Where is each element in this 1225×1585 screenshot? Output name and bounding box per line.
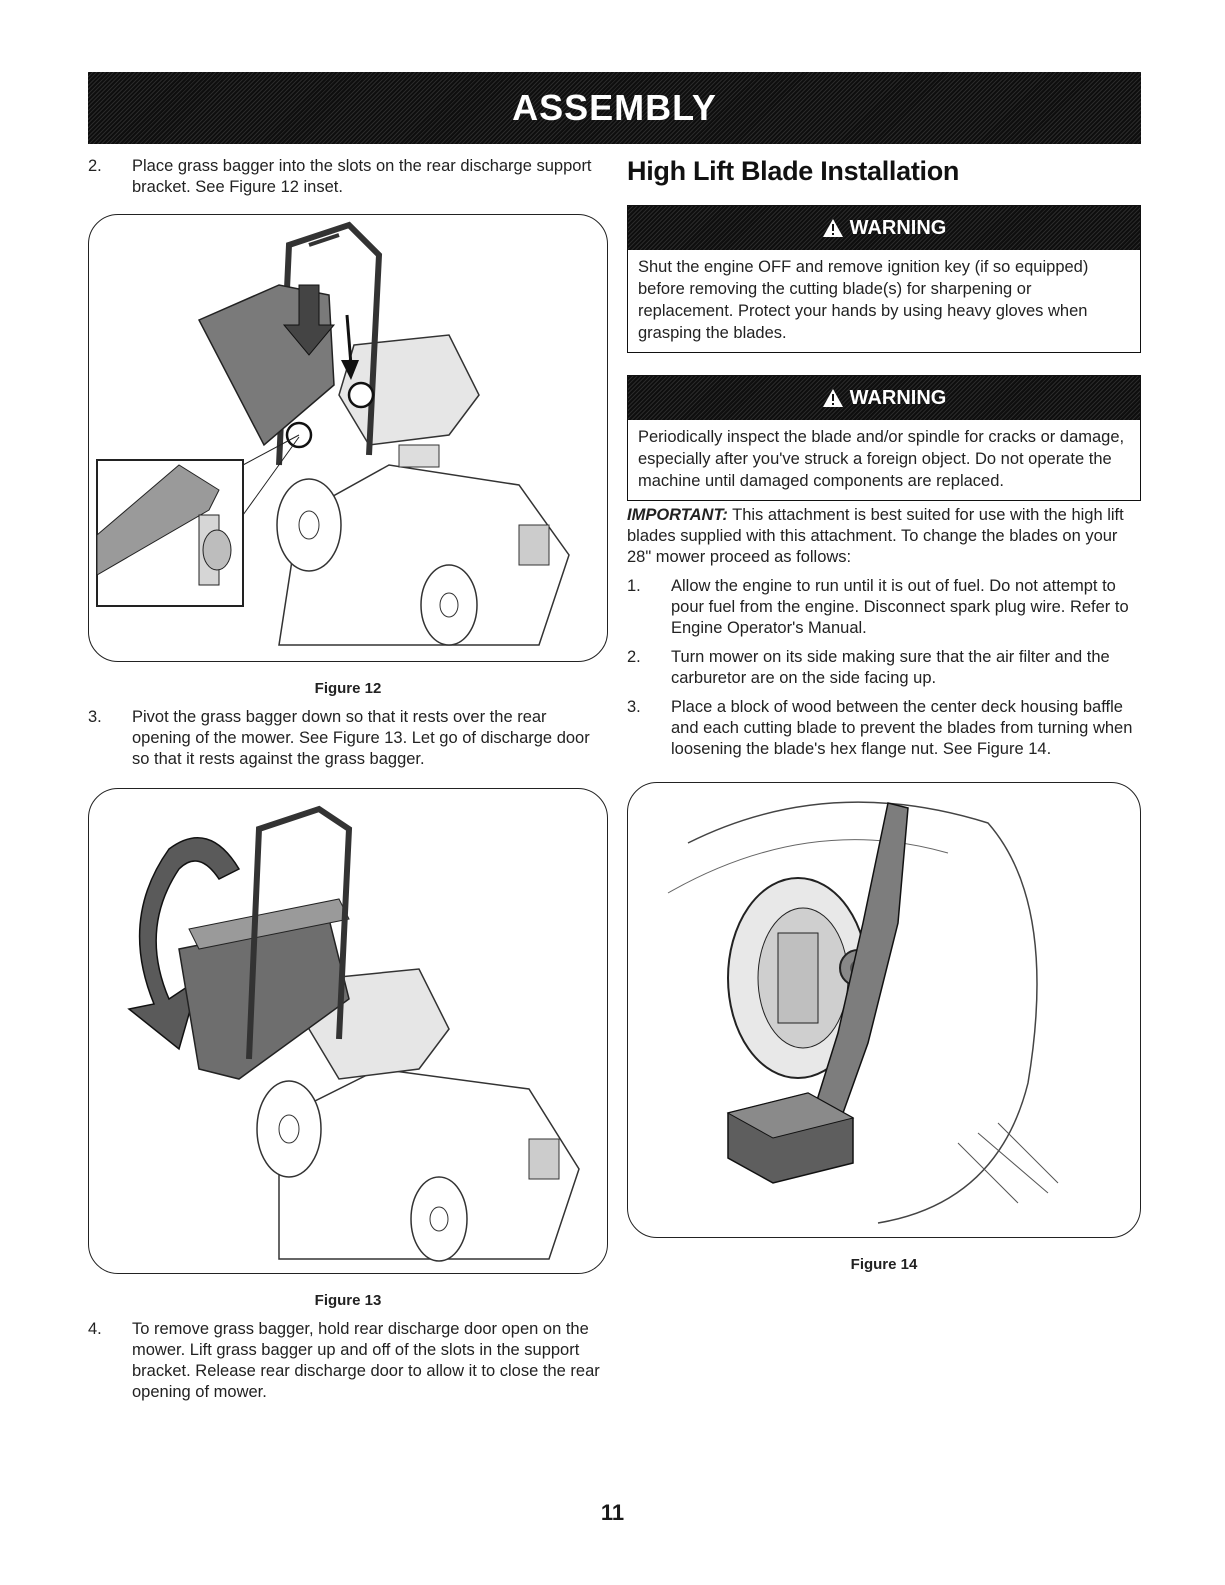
page-number: 11 bbox=[600, 1500, 625, 1525]
blade-step-1: 1. Allow the engine to run until it is out of fuel. Do not attempt to pour fuel from the engine. Disconnect spark plug wire. Refer to Engine Operator's Manual. bbox=[627, 577, 1129, 637]
left-column bbox=[88, 156, 608, 1403]
figure-13-illustration bbox=[89, 789, 607, 1273]
figure-13 bbox=[88, 788, 608, 1274]
section-title: High Lift Blade Installation bbox=[627, 156, 960, 186]
figure-12-caption: Figure 12 bbox=[314, 680, 382, 697]
step-3: 3. Pivot the grass bagger down so that it rests over the rear opening of the mower. See Figure 13. Let go of discharge door so that it rests against the grass bagger. bbox=[88, 708, 590, 768]
warning-triangle-icon bbox=[822, 218, 844, 238]
section-banner bbox=[88, 72, 1141, 144]
figure-12 bbox=[88, 214, 608, 662]
step-2: 2. Place grass bagger into the slots on the rear discharge support bracket. See Figure 12 inset. bbox=[88, 157, 592, 196]
warning-header-1: WARNING bbox=[628, 206, 1140, 250]
figure-14 bbox=[627, 782, 1141, 1238]
figure-12-illustration bbox=[89, 215, 607, 661]
figure-14-caption: Figure 14 bbox=[850, 1256, 918, 1273]
step-4: 4. To remove grass bagger, hold rear discharge door open on the mower. Lift grass bagger up and off of the slots in the support bracket. Release rear discharge door to allow it to close the rear opening of mower. bbox=[88, 1320, 600, 1401]
important-note: IMPORTANT: This attachment is best suited for use with the high lift blades supplied with this attachment. To change the blades on your 28" mower proceed as follows: bbox=[627, 506, 1124, 566]
blade-step-2: 2. Turn mower on its side making sure that the air filter and the carburetor are on the side facing up. bbox=[627, 648, 1110, 687]
warning-text-1: Shut the engine OFF and remove ignition key (if so equipped) before removing the cutting blade(s) for sharpening or replacement. Protect your hands by using heavy gloves when grasping the blades. bbox=[638, 258, 1089, 342]
warning-header-2: WARNING bbox=[628, 376, 1140, 420]
blade-step-3: 3. Place a block of wood between the center deck housing baffle and each cutting blade to prevent the blades from turning when loosening the blade's hex flange nut. See Figure 14. bbox=[627, 698, 1133, 758]
right-column bbox=[627, 156, 1141, 1273]
figure-13-caption: Figure 13 bbox=[314, 1292, 382, 1309]
warning-text-2: Periodically inspect the blade and/or spindle for cracks or damage, especially after you've struck a foreign object. Do not operate the machine until damaged components are replaced. bbox=[638, 428, 1125, 490]
banner-title: ASSEMBLY bbox=[512, 87, 717, 128]
warning-triangle-icon bbox=[822, 388, 844, 408]
warning-box-2 bbox=[627, 375, 1141, 501]
figure-14-illustration bbox=[628, 783, 1140, 1237]
warning-box-1 bbox=[627, 205, 1141, 353]
